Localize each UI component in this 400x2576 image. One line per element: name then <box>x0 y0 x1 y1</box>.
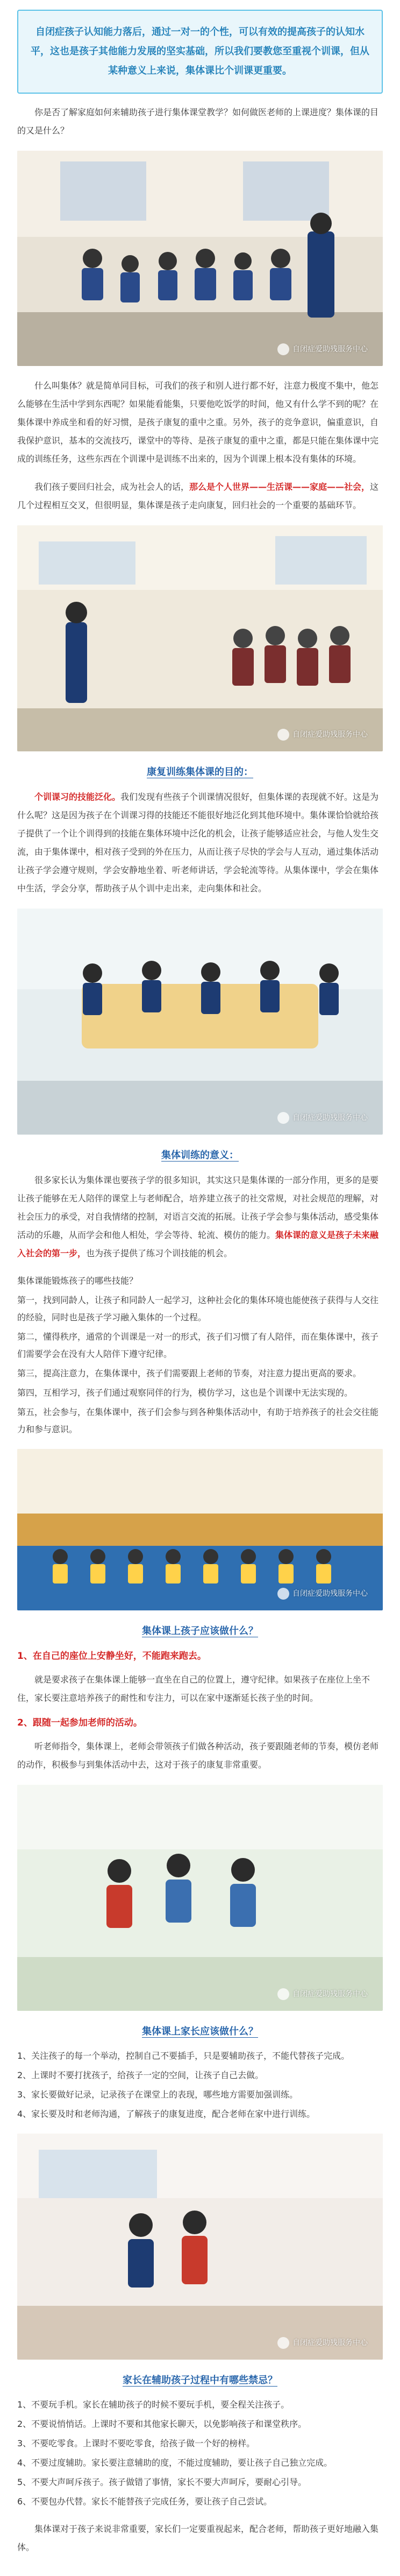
list-item: 2、不要说悄悄话。上课时不要和其他家长聊天，以免影响孩子和课堂秩序。 <box>17 2419 307 2429</box>
paragraph-body: 我们发现有些孩子个训课情况很好，但集体课的表现就不好。这是为什么呢？这是因为孩子在个训课习得的技能还不能很好地泛化到其他环境中。集体课恰恰就给孩子提供了一个让个训得到的技能在集体环境中泛化的机会，让孩子能够适应社会，与他人发生交流，由于集体课中，相对孩子受到的外在压力，从而让孩子尽快的学会与人互动，通过集体活动让孩子学会遵守规则，学会安静地坐着、听老师讲话，学会轮流等待。从集体课中，学会在集体中生活，学会分享，帮助孩子从个训中走出来，走向集体和社会。 <box>17 792 379 893</box>
classroom-image <box>17 151 383 366</box>
list-item: 3、不要吃零食。上课时不要吃零食，给孩子做一个好的榜样。 <box>17 2438 255 2448</box>
wechat-icon <box>277 1988 289 2000</box>
paragraph: 集体课对于孩子来说非常重要，家长们一定要重视起来，配合老师，帮助孩子更好地融入集体。 <box>17 2524 379 2552</box>
list-item: 1、关注孩子的每一个举动，控制自己不要插手，只是要辅助孩子，不能代替孩子完成。 <box>17 2051 350 2061</box>
watermark-text: 自闭症爱助残服务中心 <box>292 345 368 354</box>
list-item: 5、不要大声呵斥孩子。孩子做错了事情，家长不要大声呵斥，要耐心引导。 <box>17 2477 307 2487</box>
watermark <box>277 1588 368 1600</box>
parent-duties <box>17 2047 383 2123</box>
group-photo <box>17 1449 383 1610</box>
list-item: 4、不要过度辅助。家长要注意辅助的度，不能过度辅助，要让孩子自己独立完成。 <box>17 2458 333 2468</box>
section-title: 集体训练的意义： <box>161 1150 239 1161</box>
list-head: 1、在自己的座位上安静坐好，不能跑来跑去。 <box>17 1651 206 1662</box>
wechat-icon <box>277 343 289 355</box>
watermark-text: 自闭症爱助残服务中心 <box>292 1589 368 1598</box>
wechat-icon <box>277 729 289 741</box>
paragraph: 你是否了解家庭如何来辅助孩子进行集体课堂教学？如何做医老师的上课进度？集体课的目的又是什么？ <box>17 107 379 136</box>
list-item: 4、家长要及时和老师沟通，了解孩子的康复进度，配合老师在家中进行训练。 <box>17 2109 316 2119</box>
activity-image <box>17 909 383 1135</box>
list-item: 6、不要包办代替。家长不能替孩子完成任务，要让孩子自己尝试。 <box>17 2496 273 2507</box>
paragraph <box>17 478 383 515</box>
wechat-icon <box>277 1588 289 1600</box>
paragraph-tail: 这几个过程相互交叉，但很明显，集体课是孩子走向康复，回归社会的一个重要的基础环节。 <box>17 482 379 510</box>
wechat-icon <box>277 1112 289 1124</box>
watermark <box>277 1112 368 1124</box>
watermark-text: 自闭症爱助残服务中心 <box>292 1990 368 1998</box>
article <box>0 10 400 2576</box>
watermark <box>277 2337 368 2349</box>
parent-child-photo <box>17 2134 383 2360</box>
highlight-red: 那么是个人世界——生活课——家庭——社会， <box>189 482 370 492</box>
group-image <box>17 1449 383 1610</box>
classroom-image <box>17 525 383 751</box>
classroom-behaviors <box>17 1647 383 1774</box>
list-item: 3、家长要做好记录，记录孩子在课堂上的表现，哪些地方需要加强训练。 <box>17 2089 298 2100</box>
parent-child-image <box>17 2134 383 2360</box>
watermark <box>277 343 368 355</box>
highlight-red: 个训课习的技能泛化。 <box>34 792 121 802</box>
watermark-text: 自闭症爱助残服务中心 <box>292 2339 368 2347</box>
list-item: 第三，提高注意力，在集体课中，孩子们需要跟上老师的节奏，对注意力提出更高的要求。 <box>17 1368 362 1378</box>
paragraph-body: 很多家长认为集体课也要孩子学的很多知识，其实这只是集体课的一部分作用，更多的是要让孩子能够在无人陪伴的课堂上与老师配合，培养建立孩子的社交常规，对社会规范的理解，对社会压力的承受，对自我情绪的控制，对语言交流的拓展。让孩子学会参与集体活动，感受集体活动的乐趣，从而学会和他人相处，学会等待、轮流、模仿的能力。 <box>17 1175 379 1240</box>
section-title: 家长在辅助孩子过程中有哪些禁忌？ <box>123 2375 277 2386</box>
classroom-photo <box>17 525 383 751</box>
list-item: 1、不要玩手机。家长在辅助孩子的时候不要玩手机，要全程关注孩子。 <box>17 2399 290 2410</box>
list-item: 2、上课时不要打扰孩子，给孩子一定的空间，让孩子自己去做。 <box>17 2070 264 2080</box>
watermark <box>277 729 368 741</box>
taboo-list <box>17 2396 383 2510</box>
kids-photo <box>17 1785 383 2011</box>
kids-image <box>17 1785 383 2011</box>
watermark <box>277 1988 368 2000</box>
paragraph-tail: 也为孩子提供了练习个训技能的机会。 <box>86 1248 233 1258</box>
paragraph: 就是要求孩子在集体课上能够一直坐在自己的位置上，遵守纪律。如果孩子在座位上坐不住，家长要注意培养孩子的耐性和专注力，可以在家中逐渐延长孩子坐的时间。 <box>17 1674 370 1703</box>
watermark-text: 自闭症爱助残服务中心 <box>292 1114 368 1122</box>
paragraph: 什么叫集体？就是简单同目标，可我们的孩子和别人进行都不好，注意力极度不集中，他怎么能够在生活中学到东西呢？如果能看能集，只要他吃饭学的时间，他又有什么学不到的呢？在集体课中养成坐和看的好习惯，是孩子康复的重中之重。另外，孩子的竞争意识，偏重意识，自我保护意识，基本的交流技巧，课堂中的等待、是孩子康复的重中之重，都是只能在集体课中完成的训练任务，这些东西在个训课中是训练不出来的，因为个训课上根本没有集体的环境。 <box>17 381 379 464</box>
highlight-red: 集体课的意义是孩子未来融入社会的第一步， <box>17 1230 379 1258</box>
list-item: 第五，社会参与，在集体课中，孩子们会参与到各种集体活动中，有助于培养孩子的社会交往能力和参与意识。 <box>17 1407 379 1434</box>
paragraph <box>17 788 383 898</box>
paragraph <box>17 1171 383 1263</box>
spacer <box>17 2566 383 2576</box>
skills-list <box>17 1272 383 1438</box>
list-item: 第二，懂得秩序，通常的个训课是一对一的形式，孩子们习惯了有人陪伴，而在集体课中，孩子们需要学会在没有大人陪伴下遵守纪律。 <box>17 1332 379 1359</box>
paragraph: 听老师指令，集体课上，老师会带领孩子们做各种活动，孩子要跟随老师的节奏，模仿老师的动作，积极参与到集体活动中去，这对于孩子的康复非常重要。 <box>17 1741 379 1770</box>
watermark-text: 自闭症爱助残服务中心 <box>292 730 368 739</box>
list-item: 第一，找到同龄人，让孩子和同龄人一起学习，这种社会化的集体环境也能使孩子获得与人交往的经验，同时也是孩子学习融入集体的一个过程。 <box>17 1295 379 1322</box>
section-title: 康复训练集体课的目的： <box>147 766 253 778</box>
section-title: 集体课上家长应该做什么？ <box>142 2026 258 2037</box>
paragraph-lead: 我们孩子要回归社会，成为社会人的话， <box>34 482 190 492</box>
section-title: 集体课上孩子应该做什么？ <box>142 1625 258 1637</box>
classroom-photo <box>17 151 383 366</box>
wechat-icon <box>277 2337 289 2349</box>
list-head: 2、跟随一起参加老师的活动。 <box>17 1718 142 1728</box>
list-item: 第四，互相学习，孩子们通过观察同伴的行为，模仿学习，这也是个训课中无法实现的。 <box>17 1388 353 1398</box>
intro-box: 自闭症孩子认知能力落后，通过一对一的个性，可以有效的提高孩子的认知水平，这也是孩子其他能力发展的坚实基础，所以我们要教您至重视个训课，但从某种意义上来说，集体课比个训课更重要。 <box>17 10 383 94</box>
activity-photo <box>17 909 383 1135</box>
list-title: 集体课能锻炼孩子的哪些技能？ <box>17 1276 138 1286</box>
